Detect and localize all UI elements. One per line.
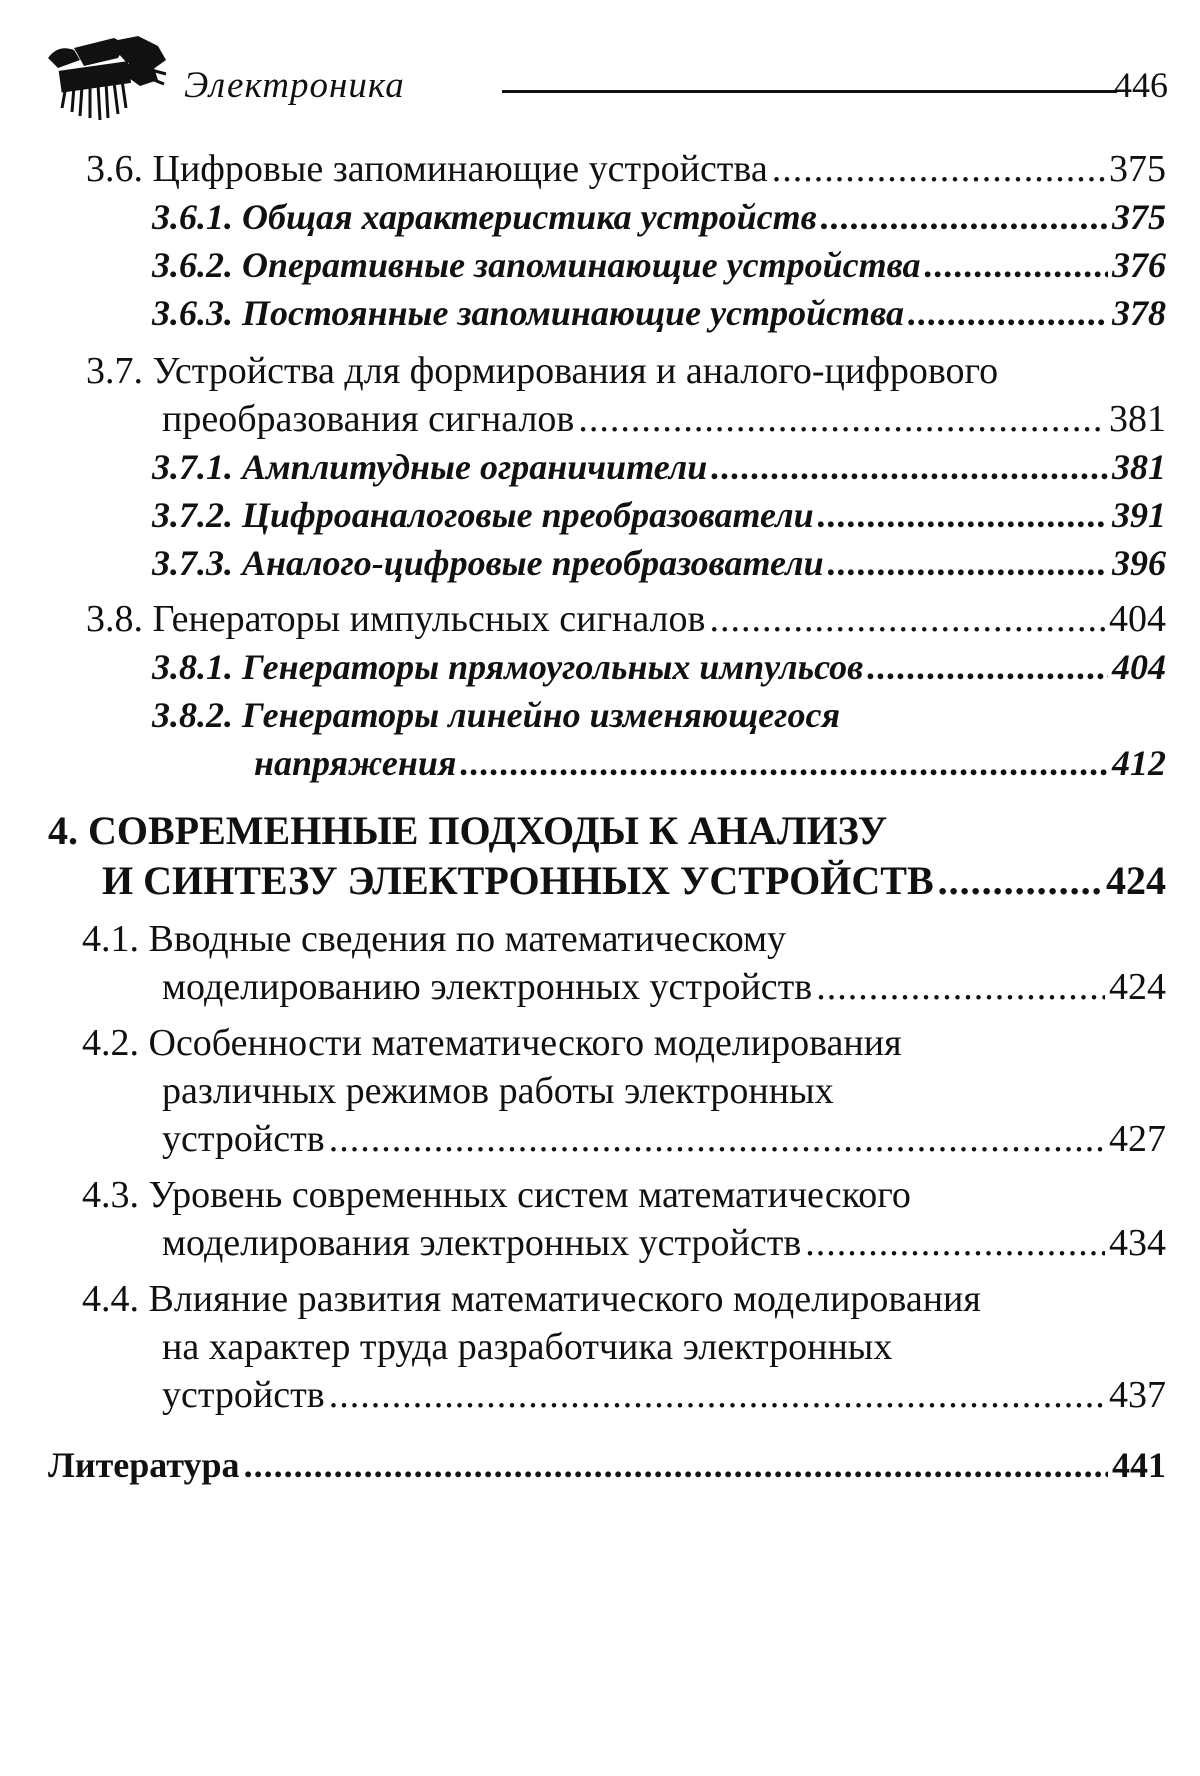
entry-number: 4.1. [82,918,139,960]
entry-page: 375 [1109,148,1166,190]
entry-title-cont: на характер труда разработчика электронных [162,1326,893,1368]
electronics-logo-icon [44,28,172,128]
leader-dots [821,192,1108,242]
entry-number: 4.2. [82,1022,139,1064]
entry-page: 412 [1112,743,1166,783]
entry-page: 404 [1112,647,1166,687]
entry-page: 381 [1109,398,1166,440]
toc-entry-3-6-1[interactable] [152,192,1166,242]
toc-entry-4-3[interactable] [162,1218,1166,1268]
leader-dots [460,738,1108,788]
toc-entry-3-8[interactable] [86,594,1166,644]
entry-page: 434 [1109,1222,1166,1264]
toc-entry-3-7-3[interactable] [152,538,1166,588]
entry-page: 441 [1112,1445,1166,1485]
entry-page: 424 [1109,966,1166,1008]
leader-dots [938,856,1102,906]
entry-page: 381 [1112,447,1166,487]
chapter-title: 4. СОВРЕМЕННЫЕ ПОДХОДЫ К АНАЛИЗУ [48,808,888,853]
entry-title: Влияние развития математического моделирования [148,1278,981,1320]
leader-dots [244,1440,1108,1490]
entry-number: 3.7. [86,350,143,392]
toc-entry-3-6-3[interactable] [152,288,1166,338]
entry-page: 404 [1109,598,1166,640]
leader-dots [578,394,1105,444]
entry-title-cont: устройств [162,1118,325,1160]
leader-dots [329,1370,1105,1420]
entry-page: 378 [1112,293,1166,333]
entry-page: 427 [1109,1118,1166,1160]
toc-entry-3-8-2[interactable] [254,738,1166,788]
leader-dots [709,594,1105,644]
entry-title: Вводные сведения по математическому [148,918,787,960]
toc-entry-3-8-2-line1[interactable] [152,690,840,740]
toc-entry-4-2-line1[interactable] [82,1018,902,1068]
entry-page: 376 [1112,245,1166,285]
entry-title-cont: различных режимов работы электронных [162,1070,834,1112]
leader-dots [828,538,1108,588]
entry-title: 3.7.2. Цифроаналоговые преобразователи [152,495,814,535]
entry-title-cont: моделированию электронных устройств [162,966,813,1008]
toc-entry-4-4[interactable] [162,1370,1166,1420]
entry-title-cont: моделирования электронных устройств [162,1222,802,1264]
toc-entry-3-7-line1[interactable] [86,346,998,396]
entry-title: 3.8.2. Генераторы линейно изменяющегося [152,695,840,735]
entry-title: 3.6.1. Общая характеристика устройств [152,197,817,237]
entry-title: Генераторы импульсных сигналов [152,598,706,640]
entry-title: Устройства для формирования и аналого-цифрового [152,350,999,392]
leader-dots [818,490,1108,540]
toc-entry-3-7-1[interactable] [152,442,1166,492]
entry-title: 3.6.2. Оперативные запоминающие устройства [152,245,921,285]
page-number: 446 [1114,65,1168,105]
toc-entry-4-1-line1[interactable] [82,914,786,964]
toc-entry-literature[interactable] [48,1440,1166,1490]
toc-entry-4-3-line1[interactable] [82,1170,911,1220]
leader-dots [816,962,1105,1012]
toc-entry-3-8-1[interactable] [152,642,1166,692]
entry-number: 3.6. [86,148,143,190]
chapter-title-cont: И СИНТЕЗУ ЭЛЕКТРОННЫХ УСТРОЙСТВ [102,858,934,903]
leader-dots [329,1114,1105,1164]
leader-dots [908,288,1108,338]
entry-page: 437 [1109,1374,1166,1416]
entry-number: 4.3. [82,1174,139,1216]
entry-title-cont: устройств [162,1374,325,1416]
leader-dots [772,144,1105,194]
header-rule [502,90,1117,93]
entry-title: 3.7.3. Аналого-цифровые преобразователи [152,543,824,583]
entry-title: Литература [48,1445,240,1485]
toc-chapter-4-line1[interactable] [48,806,887,856]
entry-page: 396 [1112,543,1166,583]
toc-entry-4-2-line2[interactable] [162,1066,834,1116]
entry-page: 391 [1112,495,1166,535]
leader-dots [805,1218,1105,1268]
entry-title: Особенности математического моделирования [148,1022,902,1064]
toc-entry-4-4-line2[interactable] [162,1322,892,1372]
entry-title-cont: преобразования сигналов [162,398,575,440]
running-title: Электроника [184,65,405,106]
entry-number: 3.8. [86,598,143,640]
toc-entry-3-7-2[interactable] [152,490,1166,540]
toc-entry-3-6[interactable] [86,144,1166,194]
entry-page: 424 [1106,858,1166,903]
entry-title: 3.8.1. Генераторы прямоугольных импульсов [152,647,864,687]
toc-entry-3-6-2[interactable] [152,240,1166,290]
toc-chapter-4[interactable] [102,856,1166,906]
entry-title: 3.6.3. Постоянные запоминающие устройства [152,293,904,333]
entry-page: 375 [1112,197,1166,237]
entry-title-cont: напряжения [254,743,457,783]
leader-dots [867,642,1108,692]
toc-entry-4-1[interactable] [162,962,1166,1012]
toc-entry-3-7[interactable] [162,394,1166,444]
page-header [44,28,1168,128]
leader-dots [711,442,1108,492]
entry-title: 3.7.1. Амплитудные ограничители [152,447,708,487]
entry-title: Уровень современных систем математического [148,1174,911,1216]
leader-dots [924,240,1108,290]
entry-number: 4.4. [82,1278,139,1320]
entry-title: Цифровые запоминающие устройства [152,148,768,190]
toc-entry-4-4-line1[interactable] [82,1274,981,1324]
toc-entry-4-2[interactable] [162,1114,1166,1164]
